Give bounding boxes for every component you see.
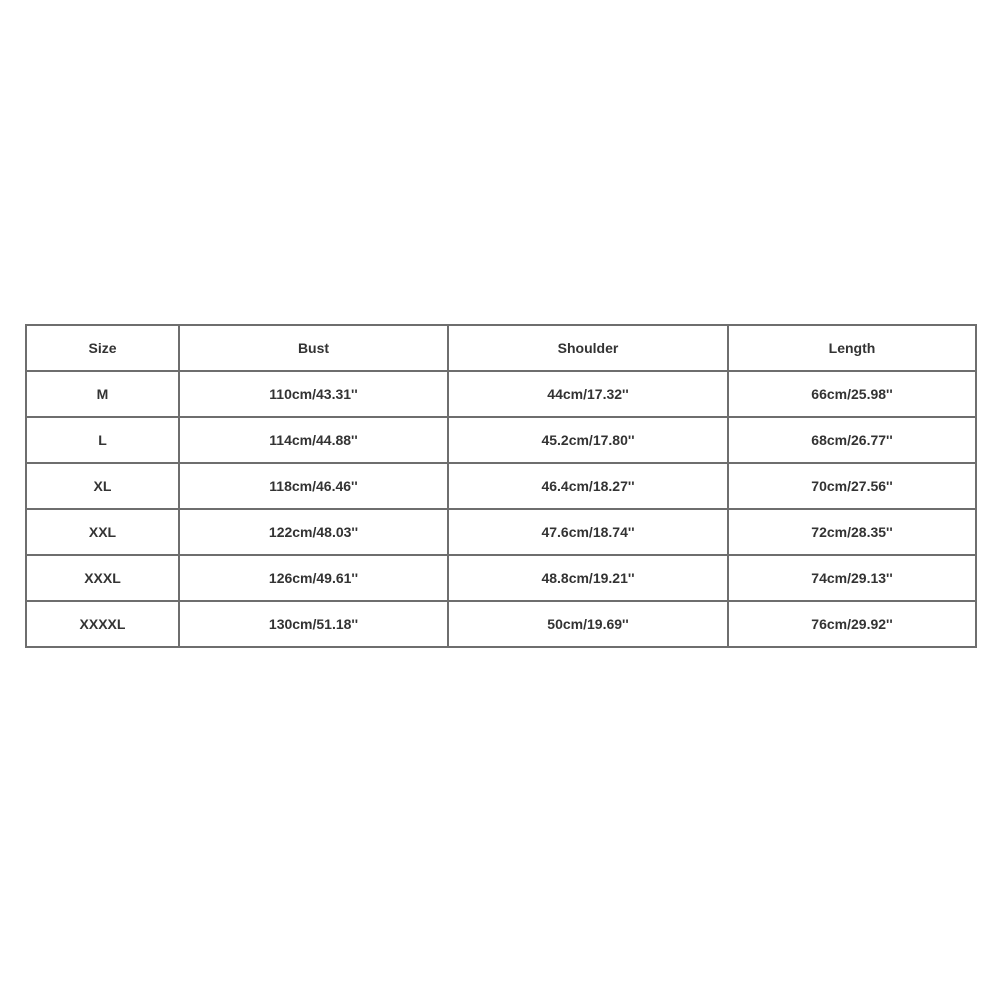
length-cell: 72cm/28.35'' [728,509,976,555]
table-row [26,509,976,555]
length-cell: 70cm/27.56'' [728,463,976,509]
header-length: Length [728,325,976,371]
shoulder-cell: 50cm/19.69'' [448,601,728,647]
bust-cell: 114cm/44.88'' [179,417,448,463]
length-cell: 76cm/29.92'' [728,601,976,647]
bust-cell: 110cm/43.31'' [179,371,448,417]
table-row [26,371,976,417]
bust-cell: 118cm/46.46'' [179,463,448,509]
size-cell: XL [26,463,179,509]
length-cell: 68cm/26.77'' [728,417,976,463]
bust-cell: 126cm/49.61'' [179,555,448,601]
size-cell: L [26,417,179,463]
table-row [26,463,976,509]
header-row [26,325,976,371]
table-row [26,417,976,463]
bust-cell: 122cm/48.03'' [179,509,448,555]
header-size: Size [26,325,179,371]
size-cell: XXXXL [26,601,179,647]
shoulder-cell: 47.6cm/18.74'' [448,509,728,555]
bust-cell: 130cm/51.18'' [179,601,448,647]
header-bust: Bust [179,325,448,371]
table-row [26,555,976,601]
size-cell: XXL [26,509,179,555]
size-cell: M [26,371,179,417]
shoulder-cell: 48.8cm/19.21'' [448,555,728,601]
table-row [26,601,976,647]
size-cell: XXXL [26,555,179,601]
header-shoulder: Shoulder [448,325,728,371]
shoulder-cell: 45.2cm/17.80'' [448,417,728,463]
length-cell: 66cm/25.98'' [728,371,976,417]
shoulder-cell: 44cm/17.32'' [448,371,728,417]
size-chart-table [25,324,977,648]
shoulder-cell: 46.4cm/18.27'' [448,463,728,509]
length-cell: 74cm/29.13'' [728,555,976,601]
